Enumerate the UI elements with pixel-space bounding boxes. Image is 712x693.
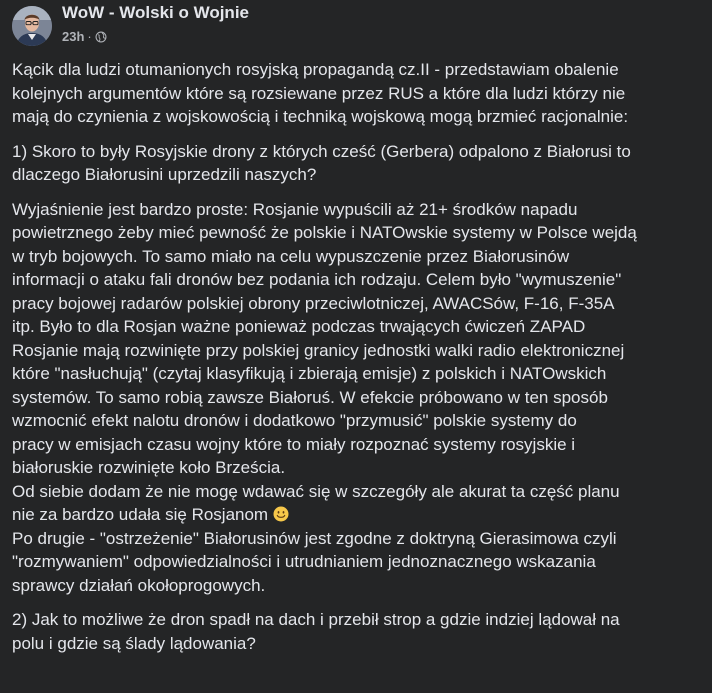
- avatar-photo-icon: [12, 6, 52, 46]
- post-paragraph-intro: Kącik dla ludzi otumanionych rosyjską propagandą cz.II - przedstawiam obalenie kolejnych argumentów które są rozsiewane przez RUS a które dla ludzi którzy nie mają do czynienia z wojskowością i techniką wojskową mogą brzmieć racjonalnie:: [12, 60, 629, 126]
- post-meta: [62, 29, 249, 45]
- post-header: [12, 2, 249, 46]
- author-avatar[interactable]: [12, 6, 52, 46]
- globe-icon[interactable]: [95, 31, 107, 43]
- second-point-text: Po drugie - "ostrzeżenie" Białorusinów jest zgodne z doktryną Gierasimowa czyli "rozmywaniem" odpowiedzialności i utrudnianiem jednoznacznego wskazania sprawcy działań okołoprogowych.: [12, 528, 617, 595]
- author-block: [62, 2, 249, 45]
- post-paragraph-question-2: 2) Jak to możliwe że dron spadł na dach i przebił strop a gdzie indziej lądował na polu i gdzie są ślady lądowania?: [12, 610, 620, 653]
- author-name[interactable]: WoW - Wolski o Wojnie: [62, 3, 249, 22]
- post-body: [12, 58, 702, 666]
- post-paragraph-explanation: [12, 198, 702, 598]
- post-timestamp[interactable]: 23h: [62, 29, 85, 44]
- post-paragraph-question-1: 1) Skoro to były Rosyjskie drony z których cześć (Gerbera) odpalono z Białorusi to dlaczego Białorusini uprzedzili naszych?: [12, 141, 631, 184]
- meta-separator: ·: [87, 29, 92, 44]
- explanation-text: Wyjaśnienie jest bardzo proste: Rosjanie wypuścili aż 21+ środków napadu powietrznego żeby mieć pewność że polskie i NATOwskie systemy w Polsce wejdą w tryb bojowych. To samo miało na celu wypuszczenie przez Białorusinów informacji o ataku fali dronów bez podania ich rodzaju. Celem było "wymuszenie" pracy bojowej radarów polskiej obrony przeciwlotniczej, AWACSów, F-16, F-35A itp. Było to dla Rosjan ważne ponieważ podczas trwających ćwiczeń ZAPAD Rosjanie mają rozwinięte przy polskiej granicy jednostki walki radio elektronicznej które "nasłuchują" (czytaj klasyfikują i zbierają emisje) z polskich i NATOwskich systemów. To samo robią zawsze Białoruś. W efekcie próbowano w ten sposób wzmocnić efekt nalotu dronów i dodatkowo "przymusić" polskie systemy do pracy w emisjach czasu wojny które to miały rozpoznać systemy rosyjskie i białoruskie rozwinięte koło Brześcia. Od siebie dodam że nie mogę wdawać się w szczegóły ale akurat ta część planu nie za bardzo udała się Rosjanom: [12, 199, 637, 524]
- smiling-face-emoji-icon: [273, 506, 289, 522]
